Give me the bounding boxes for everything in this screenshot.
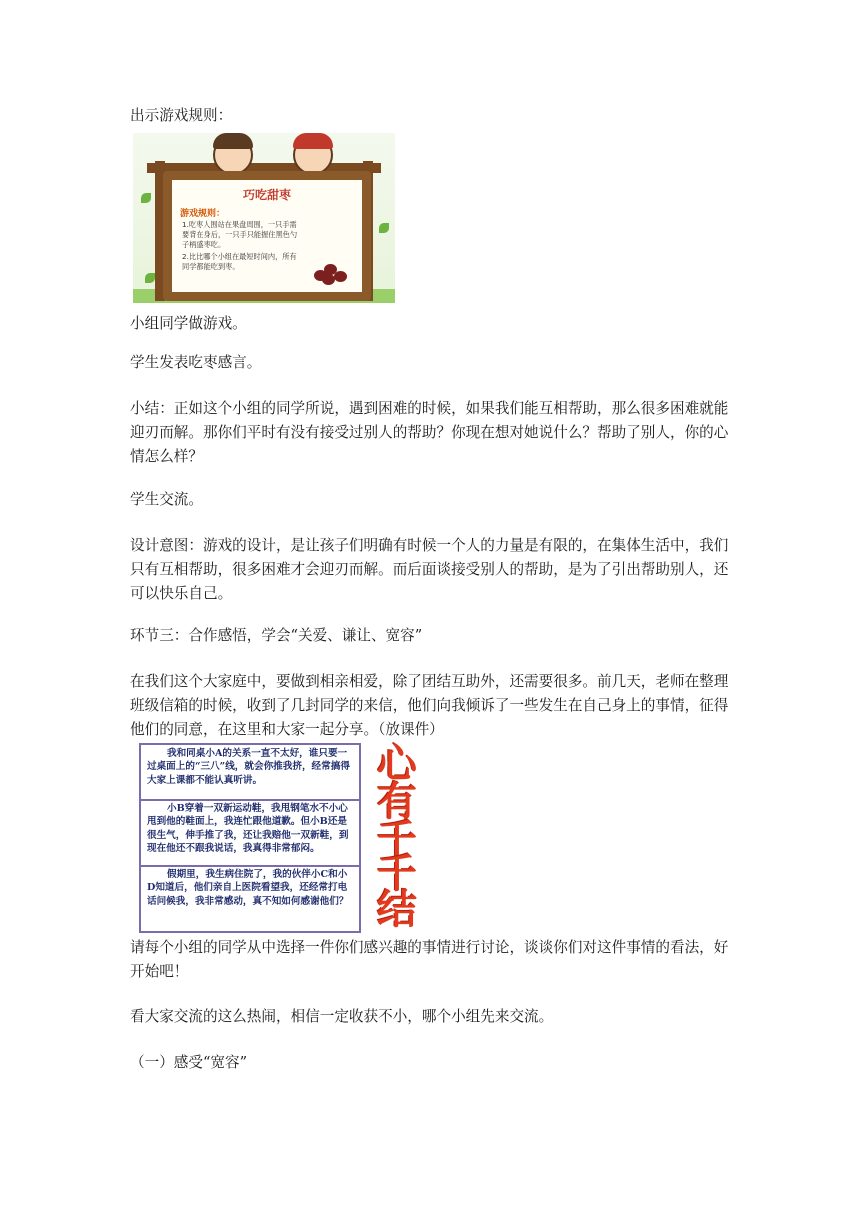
paragraph-summary: 小结：正如这个小组的同学所说，遇到困难的时候，如果我们能互相帮助，那么很多困难就能迎刃而解。那你们平时有没有接受过别人的帮助？你现在想对她说什么？帮助了别人，你的心情怎么样？ xyxy=(130,400,729,465)
paragraph-intro-letters: 在我们这个大家庭中，要做到相亲相爱，除了团结互助外，还需要很多。前几天，老师在整理班级信箱的时候，收到了几封同学的来信，他们向我倾诉了一些发生在自己身上的事情，征得他们的同意，在这里和大家一起分享。（放课件） xyxy=(130,673,729,738)
rules-label: 游戏规则： xyxy=(180,209,226,219)
paragraph-student-speech: 学生发表吃枣感言。 xyxy=(130,354,262,371)
leaf-icon xyxy=(145,273,155,283)
side-title-char: 千 xyxy=(377,817,417,863)
letter-item: 我和同桌小A的关系一直不太好，谁只要一过桌面上的“三八”线，就会你推我挤，经常搞得大家上课都不能认真听讲。 xyxy=(147,748,350,786)
subsection-heading: （一）感受“宽容” xyxy=(130,1054,248,1071)
paragraph-show-rules: 出示游戏规则： xyxy=(130,107,233,124)
paragraph-exchange: 学生交流。 xyxy=(130,491,203,508)
leaf-icon xyxy=(379,223,389,233)
rule-item: 1.吃枣人围站在果盘周围，一只手需要背在身后，一只手只能握住黑色勺子柄盛枣吃。 xyxy=(182,220,298,249)
game-title: 巧吃甜枣 xyxy=(242,188,291,202)
paragraph-design-intent: 设计意图：游戏的设计，是让孩子们明确有时候一个人的力量是有限的，在集体生活中，我们只有互相帮助，很多困难才会迎刃而解。而后面谈接受别人的帮助，是为了引出帮助别人，还可以快乐自己。 xyxy=(130,537,729,602)
rule-item: 2.比比哪个小组在最短时间内，所有同学都能吃到枣。 xyxy=(182,252,297,271)
letters-box xyxy=(139,743,361,933)
paragraph-group-game: 小组同学做游戏。 xyxy=(130,315,247,332)
letter-item: 假期里，我生病住院了，我的伙伴小C和小D知道后，他们亲自上医院看望我，还经常打电话问候我，我非常感动，真不知如何感谢他们？ xyxy=(141,865,359,908)
rules-board xyxy=(163,171,371,301)
side-title-char: 结 xyxy=(377,887,417,933)
section-heading: 环节三：合作感悟，学会“关爱、谦让、宽容” xyxy=(130,627,423,644)
red-dates-icon xyxy=(312,260,350,286)
leaf-icon xyxy=(141,193,151,203)
side-title xyxy=(363,743,431,933)
side-title-char: 有 xyxy=(377,779,417,825)
boy-cartoon-icon xyxy=(213,135,253,175)
girl-cartoon-icon xyxy=(293,135,333,175)
side-title-char: 心 xyxy=(377,741,417,787)
letters-image xyxy=(133,743,435,935)
paragraph-report: 看大家交流的这么热闹，相信一定收获不小，哪个小组先来交流。 xyxy=(130,1008,554,1025)
paragraph-discussion: 请每个小组的同学从中选择一件你们感兴趣的事情进行讨论，谈谈你们对这件事情的看法，好开始吧！ xyxy=(130,939,729,980)
letter-item: 小B穿着一双新运动鞋，我甩钢笔水不小心甩到他的鞋面上，我连忙跟他道歉。但小B还是很生气，伸手推了我，还让我赔他一双新鞋，到现在他还不跟我说话，我真得非常郁闷。 xyxy=(141,799,359,856)
side-title-char: 千 xyxy=(377,851,417,897)
game-rules-image xyxy=(133,133,395,303)
